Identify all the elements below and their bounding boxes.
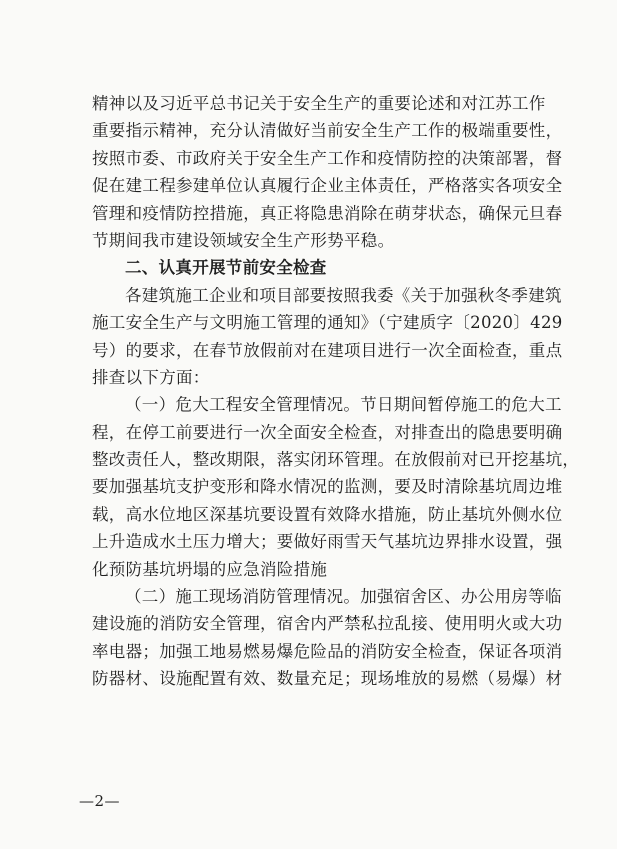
text-line: 精神以及习近平总书记关于安全生产的重要论述和对江苏工作 xyxy=(92,94,546,113)
text-line: 管理和疫情防控措施，真正将隐患消除在萌芽状态，确保元旦春 xyxy=(92,203,563,223)
document-body xyxy=(92,90,580,693)
text-line: 号）的要求，在春节放假前对在建项目进行一次全面检查，重点 xyxy=(92,340,563,360)
text-line: 载，高水位地区深基坑要设置有效降水措施，防止基坑外侧水位 xyxy=(92,504,563,524)
paragraph-2 xyxy=(92,282,563,392)
text-line: 各建筑施工企业和项目部要按照我委《关于加强秋冬季建筑 xyxy=(125,285,562,305)
text-line: （二）施工现场消防管理情况。加强宿舍区、办公用房等临 xyxy=(125,587,562,607)
text-line: 按照市委、市政府关于安全生产工作和疫情防控的决策部署，督 xyxy=(92,148,563,168)
text-line: 建设施的消防安全管理，宿舍内严禁私拉乱接、使用明火或大功 xyxy=(92,614,563,634)
text-line: 整改责任人，整改期限，落实闭环管理。在放假前对已开挖基坑， xyxy=(92,450,580,470)
text-line: 上升造成水土压力增大；要做好雨雪天气基坑边界排水设置，强 xyxy=(92,532,563,552)
paragraph-3 xyxy=(92,391,580,583)
text-line: 施工安全生产与文明施工管理的通知》（宁建质字〔2020〕429 xyxy=(92,313,563,333)
text-line: 排查以下方面： xyxy=(92,367,210,387)
paragraph-1 xyxy=(92,90,563,254)
paragraph-4 xyxy=(92,583,563,693)
text-line: 要加强基坑支护变形和降水情况的监测，要及时清除基坑周边堆 xyxy=(92,477,563,497)
text-line: （一）危大工程安全管理情况。节日期间暂停施工的危大工 xyxy=(125,395,562,415)
text-line: 率电器；加强工地易燃易爆危险品的消防安全检查，保证各项消 xyxy=(92,641,563,661)
text-line: 防器材、设施配置有效、数量充足；现场堆放的易燃（易爆）材 xyxy=(92,669,563,689)
text-line: 程，在停工前要进行一次全面安全检查，对排查出的隐患要明确 xyxy=(92,422,563,442)
text-line: 重要指示精神，充分认清做好当前安全生产工作的极端重要性， xyxy=(92,121,563,141)
text-line: 节期间我市建设领域安全生产形势平稳。 xyxy=(92,230,395,250)
page-number: —2— xyxy=(79,792,121,810)
text-line: 促在建工程参建单位认真履行企业主体责任，严格落实各项安全 xyxy=(92,176,563,196)
section-heading: 二、认真开展节前安全检查 xyxy=(125,258,327,278)
text-line: 化预防基坑坍塌的应急消险措施 xyxy=(92,559,328,579)
